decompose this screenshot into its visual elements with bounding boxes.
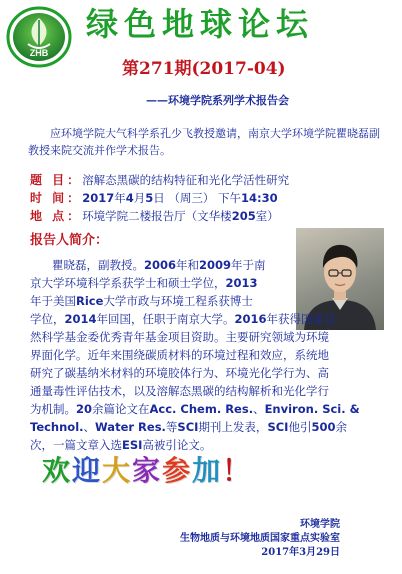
bio-line-4: 学位，2014年回国，任职于南京大学。2016年获得国家自 [30,312,336,326]
topic-label: 题 目： [30,173,83,187]
bio-line-3: 年于美国Rice大学市政与环境工程系获博士 [30,294,253,308]
welcome-char: 参 [162,454,193,487]
place-row [30,208,279,225]
welcome-char: 家 [132,454,163,487]
bio-line-5: 然科学基金委优秀青年基金项目资助。主要研究领域为环境 [30,330,329,344]
footer-date: 2017年3月29日 [261,547,340,558]
bio-line-6: 界面化学。近年来围绕碳质材料的环境过程和效应，系统地 [30,348,329,362]
invitation-paragraph: 应环境学院大气科学系孔少飞教授邀请，南京大学环境学院瞿晓磊副教授来院交流并作学术报告。 [28,127,380,157]
bio-line-10: Technol.、Water Res.等SCI期刊上发表，SCI他引500余 [30,420,347,434]
place-value: 环境学院二楼报告厅（文华楼205室） [82,209,279,223]
topic-row [30,172,289,189]
welcome-char: 加 [192,454,223,487]
bio-line-1: 瞿晓磊，副教授。2006年和2009年于南 [52,258,266,272]
series-subtitle: ——环境学院系列学术报告会 [146,94,289,107]
welcome-char: ！ [222,454,253,487]
forum-title: 绿色地球论坛 [86,5,315,43]
bio-line-8: 通量毒性评估技术，以及溶解态黑碳的结构解析和光化学行 [30,384,329,398]
footer-org: 环境学院 [300,519,340,530]
welcome-char: 大 [102,454,133,487]
bio-line-11: 次，一篇文章入选ESI高被引论文。 [30,438,212,452]
bio-line-7: 研究了碳基纳米材料的环境胶体行为、环境光化学行为、高 [30,366,329,380]
topic-value: 溶解态黑碳的结构特征和光化学活性研究 [82,173,290,187]
place-label: 地 点： [30,209,83,223]
time-value: 2017年4月5日 （周三） 下午14:30 [82,191,278,205]
welcome-char: 欢 [42,454,73,487]
bio-line-9: 为机制。20余篇论文在Acc. Chem. Res.、Environ. Sci. & [30,402,360,416]
welcome-banner [42,450,252,492]
reporter-heading: 报告人简介： [30,233,109,248]
welcome-char: 迎 [72,454,103,487]
zhb-logo [6,6,72,68]
time-row [30,190,278,207]
time-label: 时 间： [30,191,83,205]
logo-text: ZHB [29,48,49,58]
footer-lab: 生物地质与环境地质国家重点实验室 [180,533,340,544]
issue-number: 第271期(2017-04) [122,59,286,79]
bio-line-2: 京大学环境科学系获学士和硕士学位，2013 [30,276,258,290]
